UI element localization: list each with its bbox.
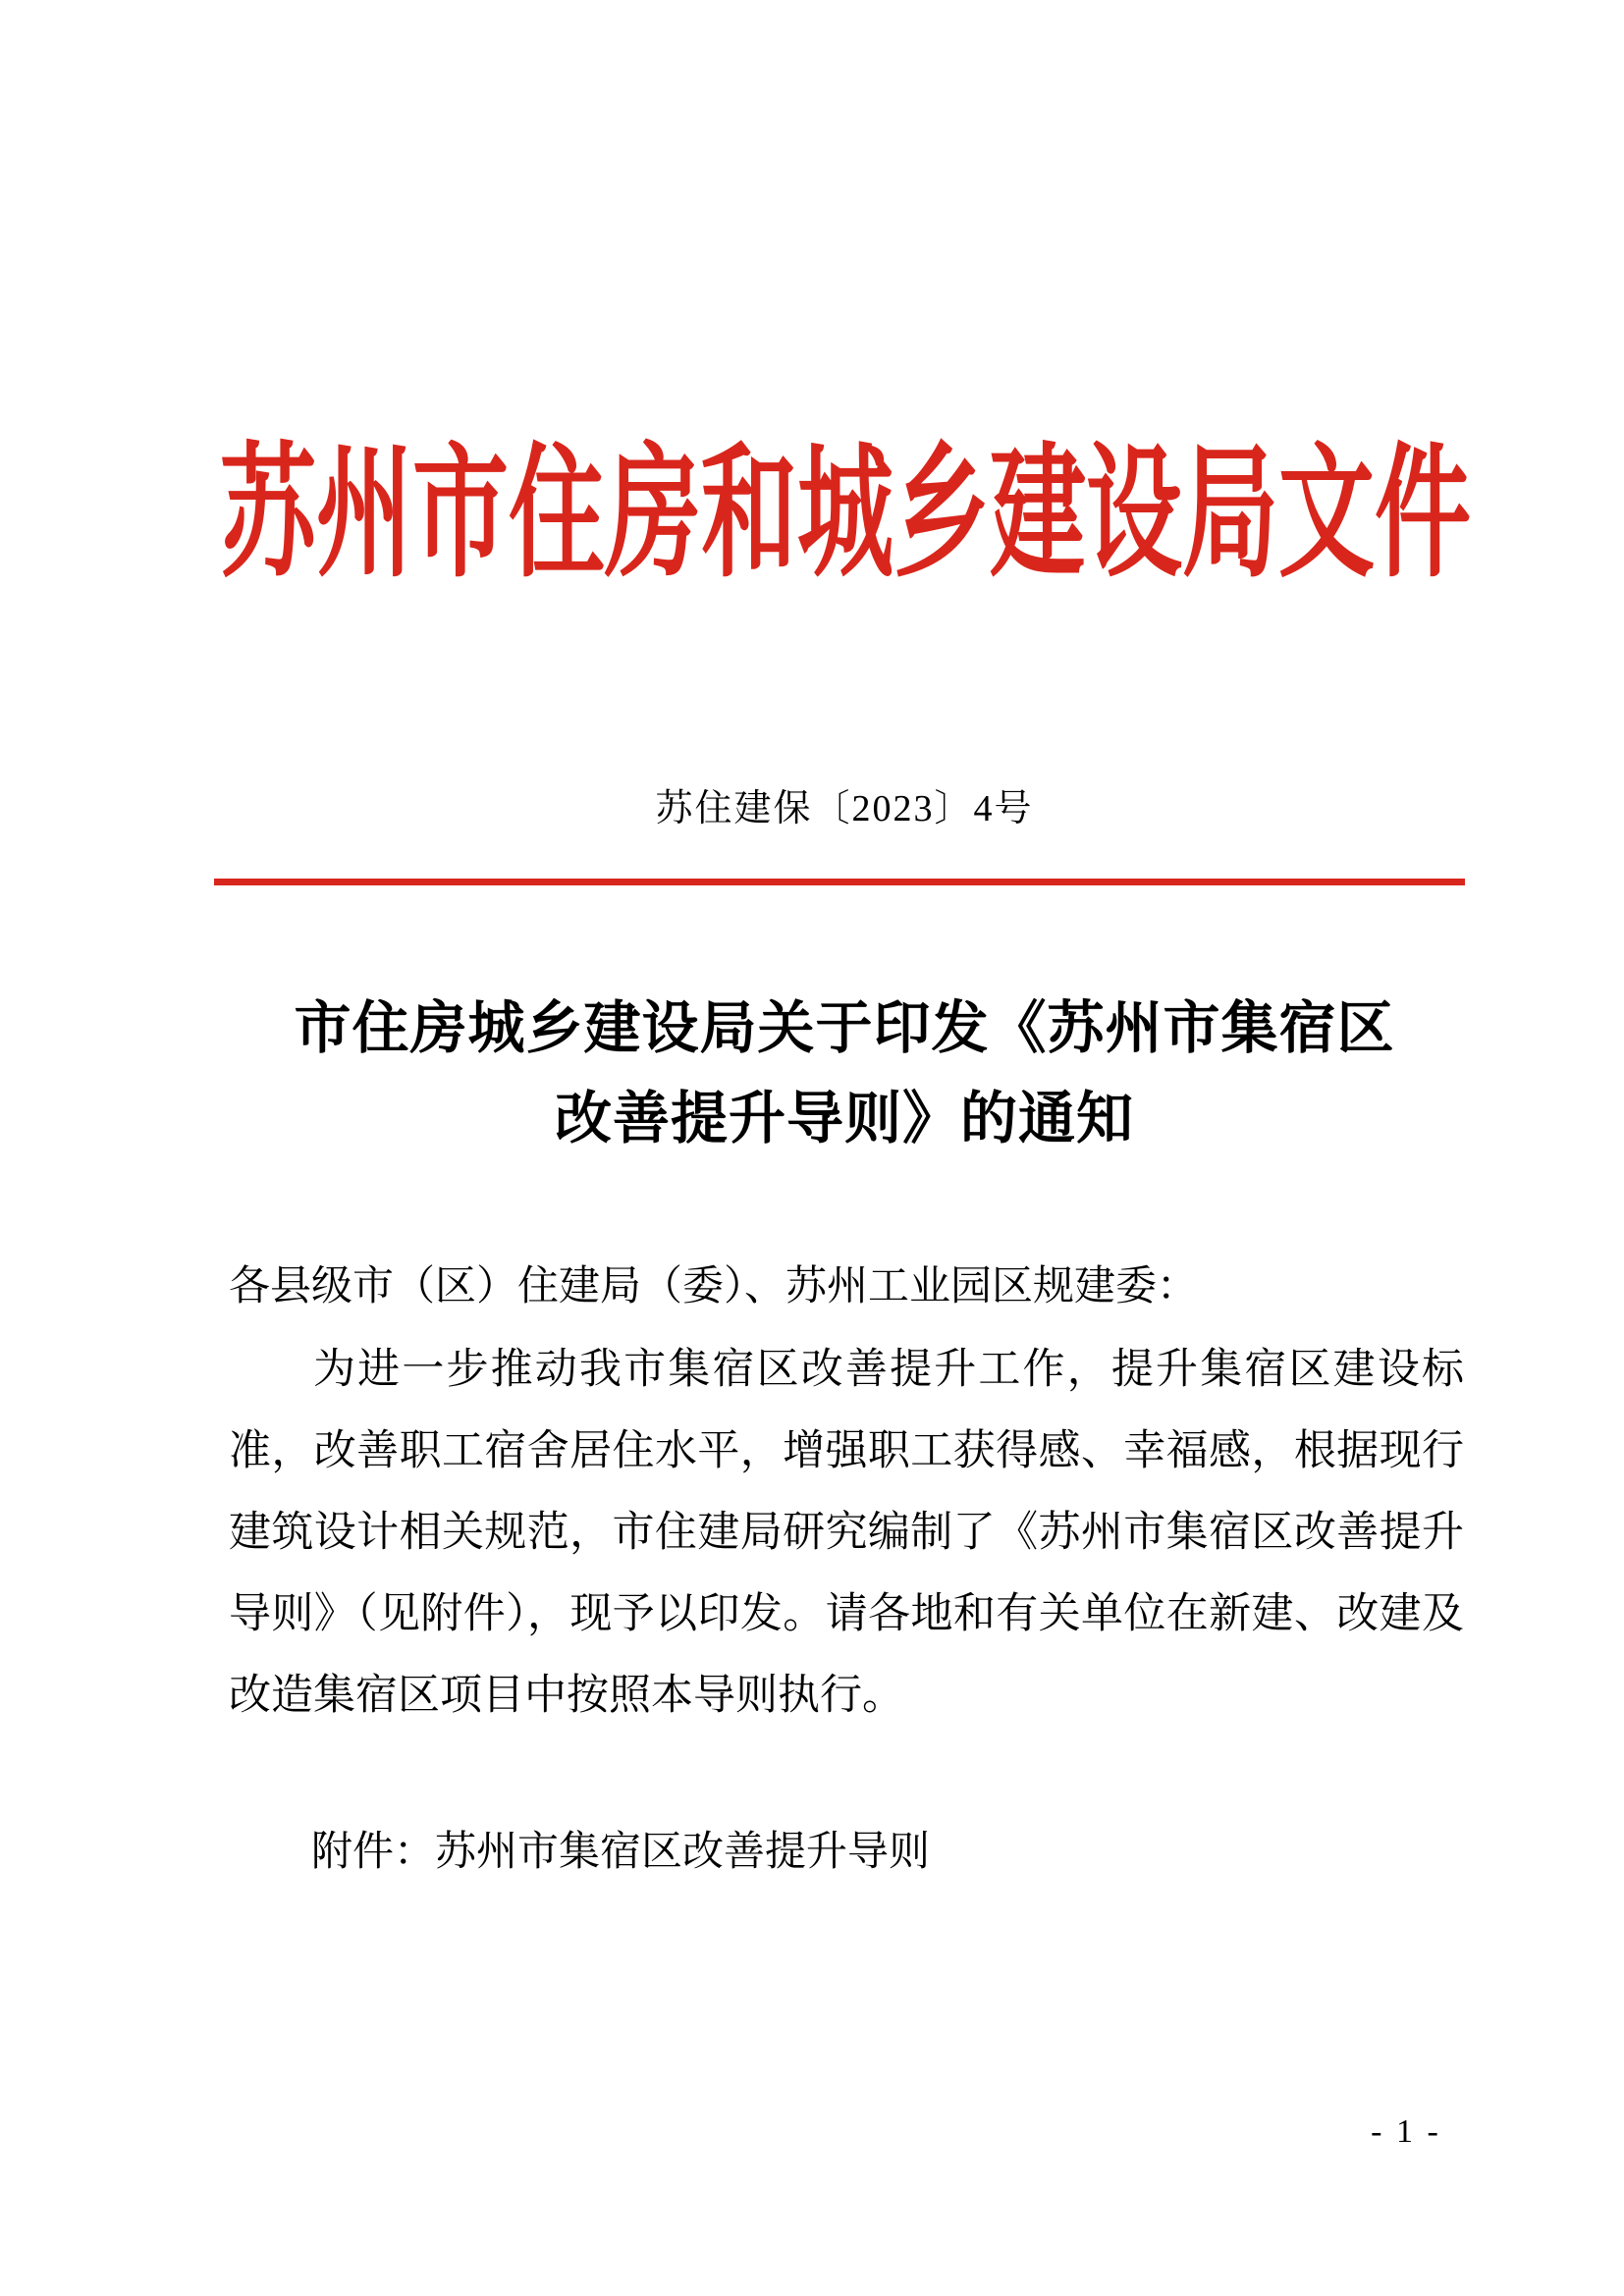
document-title-line2: 改善提升导则》的通知 xyxy=(554,1087,1134,1150)
agency-header-title: 苏州市住房和城乡建设局文件 xyxy=(220,436,1472,596)
document-number: 苏住建保〔2023〕4号 xyxy=(655,788,1034,829)
attachment-line: 附件：苏州市集宿区改善提升导则 xyxy=(311,1830,931,1875)
document-title xyxy=(221,984,1468,1164)
body-paragraph: 为进一步推动我市集宿区改善提升工作，提升集宿区建设标准，改善职工宿舍居住水平，增强职工获得感、幸福感，根据现行建筑设计相关规范，市住建局研究编制了《苏州市集宿区改善提升导则》（见附件），现予以印发。请各地和有关单位在新建、改建及改造集宿区项目中按照本导则执行。 xyxy=(229,1347,1464,1719)
page-number: - 1 - xyxy=(1371,2113,1441,2150)
red-divider-line xyxy=(214,879,1465,885)
document-title-line1: 市住房城乡建设局关于印发《苏州市集宿区 xyxy=(294,996,1395,1060)
salutation-line: 各县级市（区）住建局（委）、苏州工业园区规建委： xyxy=(229,1264,1199,1309)
